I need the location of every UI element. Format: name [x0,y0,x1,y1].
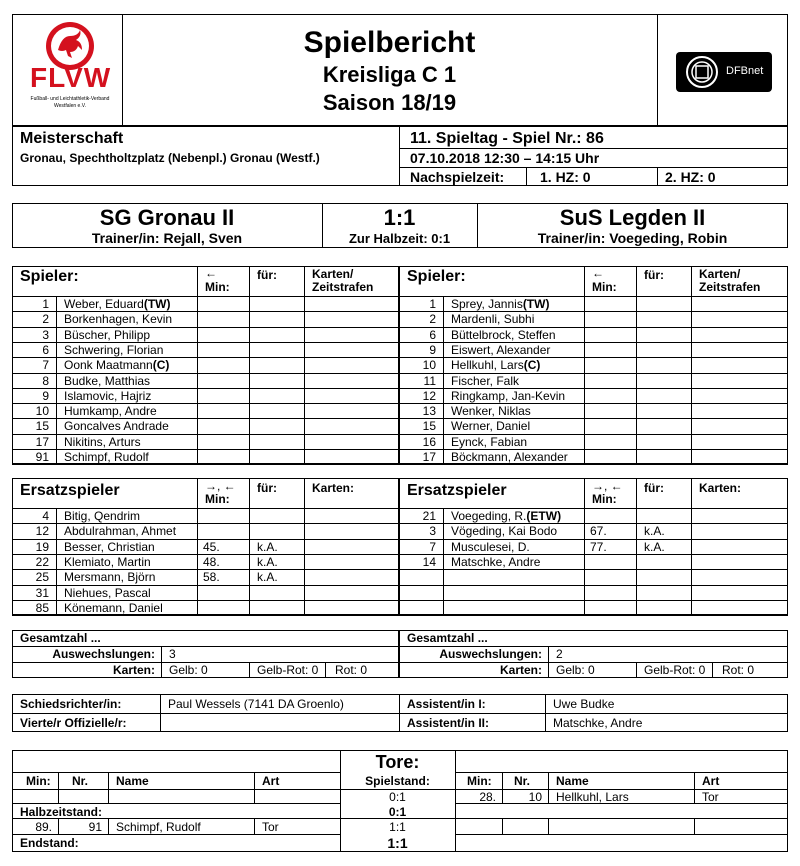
home-sub-for: k.A. [257,554,278,569]
player-name-text: Eynck, Fabian [451,434,528,449]
goals-col-min-away: Min: [467,774,492,788]
player-name-text: Oonk Maatmann [64,358,153,373]
away-totals-heading: Gesamtzahl ... [407,631,488,645]
home-player-number: 9 [42,388,49,403]
page-title: Spielbericht [303,26,476,59]
away-subs-heading: Ersatzspieler [407,482,507,499]
player-name-text: Mardenli, Subhi [451,312,535,327]
home-players-min-header: Min: [205,280,230,294]
goal1-name: Hellkuhl, Lars [556,790,629,804]
goal1-art: Tor [702,790,719,804]
home-player-number: 6 [42,342,49,357]
away-player-name [451,450,568,464]
home-player-number: 8 [42,373,49,388]
goal2-nr: 91 [88,820,102,834]
player-name-text: Nikitins, Arturs [64,434,141,449]
league-name: Kreisliga C 1 [322,62,457,87]
home-sub-number: 31 [35,585,49,600]
home-red-count: Rot: 0 [335,663,368,677]
home-sub-number: 22 [35,554,49,569]
away-player-name [451,389,565,403]
away-players-heading: Spieler: [407,268,466,285]
sub-name-text: Matschke, Andre [451,554,541,569]
assistant2-name: Matschke, Andre [553,716,643,730]
away-subs-count: 2 [556,647,563,661]
nachspielzeit-hz2: 2. HZ: 0 [665,169,716,185]
halbzeitstand-label: Halbzeitstand: [20,805,103,819]
home-sub-name [64,524,176,538]
home-player-number: 2 [42,312,49,327]
away-player-number: 15 [422,419,436,434]
home-out-arrow-icon: ← [205,266,217,280]
home-yellow-count: Gelb: 0 [169,663,208,677]
player-name-text: Schimpf, Rudolf [64,450,149,464]
away-sub-number: 14 [422,554,436,569]
home-subs-cards-header: Karten: [312,481,355,495]
home-team: SG Gronau II [99,205,235,230]
player-name-text: Fischer, Falk [451,373,520,388]
away-player-number: 9 [429,342,436,357]
goals-col-nr-away: Nr. [514,774,531,788]
goals-col-nr-home: Nr. [72,774,89,788]
player-name-text: Borkenhagen, Kevin [64,312,173,327]
player-name-text: Werner, Daniel [451,419,531,434]
away-player-number: 12 [422,388,436,403]
player-name-text: Weber, Eduard [64,297,144,311]
home-yellow-red-count: Gelb-Rot: 0 [257,663,319,677]
home-player-number: 10 [35,404,49,419]
player-name-text: Hellkuhl, Lars [451,358,524,373]
player-name-text: Wenker, Niklas [451,404,531,419]
away-yellow-red-count: Gelb-Rot: 0 [644,663,706,677]
home-sub-number: 25 [35,570,49,585]
home-player-number: 1 [42,297,49,311]
goal2-name: Schimpf, Rudolf [116,820,201,834]
goal2-score: 1:1 [389,820,406,834]
home-swap-arrows-icon: →, ← [205,479,236,493]
away-sub-number: 21 [422,509,436,523]
player-name-text: Ringkamp, Jan-Kevin [451,388,566,403]
home-players-penalties-header: Zeitstrafen [312,280,374,294]
away-player-name [451,358,540,372]
player-name-text: Böckmann, Alexander [451,450,568,464]
away-player-name [451,374,519,388]
away-sub-for: k.A. [644,524,665,539]
away-sub-name [451,509,561,523]
goal1-min: 28. [479,790,496,804]
away-players-for-header: für: [644,268,664,282]
away-team: SuS Legden II [559,205,706,230]
player-name-text: Schwering, Florian [64,342,164,357]
away-subs-for-header: für: [644,481,664,495]
assistant1-label: Assistent/in I: [407,697,486,711]
sub-name-text: Könemann, Daniel [64,600,163,615]
away-sub-minute: 77. [590,539,607,554]
venue: Gronau, Spechtholtzplatz (Nebenpl.) Gronau (Westf.) [20,151,320,165]
home-players-cards-header: Karten/ [312,267,354,281]
sub-role-tag: (ETW) [526,509,562,523]
referee-label: Schiedsrichter/in: [20,697,122,711]
home-sub-for: k.A. [257,539,278,554]
home-sub-name [64,509,140,523]
sub-name-text: Niehues, Pascal [64,585,151,600]
match-datetime: 07.10.2018 12:30 – 14:15 Uhr [410,150,600,166]
home-players-for-header: für: [257,268,277,282]
dfbnet-text: DFBnet [726,65,764,77]
home-player-name [64,358,169,372]
away-player-number: 6 [429,327,436,342]
home-sub-name [64,555,151,569]
home-totals-heading: Gesamtzahl ... [20,631,101,645]
goal2-min: 89. [35,820,52,834]
sub-name-text: Musculesei, D. [451,539,530,554]
away-red-count: Rot: 0 [722,663,755,677]
away-subs-min-header: Min: [592,492,617,506]
sub-name-text: Besser, Christian [64,539,155,554]
home-player-name [64,328,150,342]
player-name-text: Goncalves Andrade [64,419,169,434]
nachspielzeit-label: Nachspielzeit: [410,169,505,185]
dfbnet-logo [676,52,772,92]
home-player-number: 3 [42,327,49,342]
home-coach: Trainer/in: Rejall, Sven [91,230,243,246]
away-sub-minute: 67. [590,524,607,539]
away-player-name [451,404,531,418]
sub-name-text: Mersmann, Björn [64,570,156,585]
goals-col-spielstand: Spielstand: [365,774,430,788]
home-sub-number: 85 [35,600,49,615]
home-subs-min-header: Min: [205,492,230,506]
referee-name: Paul Wessels (7141 DA Groenlo) [168,697,344,711]
away-player-number: 2 [429,312,436,327]
home-player-name [64,419,169,433]
player-name-text: Humkamp, Andre [64,404,157,419]
player-role-tag: (C) [152,358,170,373]
goals-col-art-home: Art [262,774,280,788]
player-role-tag: (TW) [522,297,550,311]
sub-name-text: Bitig, Qendrim [64,509,141,523]
home-sub-name [64,570,155,584]
goals-col-name-away: Name [556,774,589,788]
flvw-sub1: Fußball- und Leichtathletik-Verband [30,96,110,102]
home-cards-label: Karten: [112,663,155,677]
halbzeitstand-value: 0:1 [388,805,407,819]
away-player-number: 16 [422,434,436,449]
home-sub-number: 12 [35,524,49,539]
home-player-name [64,450,149,464]
home-players-heading: Spieler: [20,268,79,285]
away-players-cards-header: Karten/ [699,267,741,281]
away-player-name [451,435,527,449]
sub-name-text: Abdulrahman, Ahmet [64,524,177,539]
home-sub-name [64,540,155,554]
home-subs-count-label: Auswechslungen: [52,647,155,661]
home-player-number: 17 [35,434,49,449]
away-player-name [451,312,534,326]
away-sub-name [451,555,540,569]
player-name-text: Eiswert, Alexander [451,342,551,357]
away-coach: Trainer/in: Voegeding, Robin [537,230,728,246]
goals-col-art-away: Art [702,774,720,788]
endstand-label: Endstand: [20,836,79,850]
home-subs-for-header: für: [257,481,277,495]
home-sub-minute: 58. [203,570,220,585]
goals-title: Tore: [375,752,420,772]
home-sub-minute: 48. [203,554,220,569]
fourth-official-label: Vierte/r Offizielle/r: [20,716,127,730]
home-player-name [64,297,170,311]
home-player-name [64,312,172,326]
endstand-value: 1:1 [387,835,408,851]
away-player-name [451,343,550,357]
player-name-text: Büscher, Philipp [64,327,151,342]
away-players-penalties-header: Zeitstrafen [699,280,761,294]
away-subs-cards-header: Karten: [699,481,742,495]
assistant1-name: Uwe Budke [553,697,615,711]
away-swap-arrows-icon: →, ← [592,479,623,493]
home-sub-minute: 45. [203,539,220,554]
player-name-text: Budke, Matthias [64,373,151,388]
away-player-name [451,297,549,311]
player-role-tag: (C) [523,358,541,373]
home-player-number: 91 [35,450,49,464]
goals-col-name-home: Name [116,774,149,788]
away-player-number: 13 [422,404,436,419]
score: 1:1 [383,205,416,230]
matchday: 11. Spieltag - Spiel Nr.: 86 [410,130,604,147]
away-sub-for: k.A. [644,539,665,554]
player-name-text: Sprey, Jannis [451,297,523,311]
home-player-name [64,374,150,388]
goals-col-min-home: Min: [26,774,51,788]
home-player-name [64,404,157,418]
home-subs-heading: Ersatzspieler [20,482,120,499]
player-name-text: Büttelbrock, Steffen [451,327,556,342]
away-out-arrow-icon: ← [592,266,604,280]
away-subs-count-label: Auswechslungen: [439,647,542,661]
flvw-sub2: Westfalen e.V. [54,103,86,109]
away-sub-number: 3 [429,524,436,539]
home-player-number: 7 [42,358,49,373]
halftime-score: Zur Halbzeit: 0:1 [348,231,451,246]
player-name-text: Islamovic, Hajriz [64,388,152,403]
player-role-tag: (TW) [143,297,171,311]
flvw-text: FLVW [30,62,112,93]
home-sub-name [64,601,163,615]
away-player-number: 11 [423,373,436,388]
sub-name-text: Klemiato, Martin [64,554,151,569]
home-player-number: 15 [35,419,49,434]
home-sub-number: 4 [42,509,49,523]
assistant2-label: Assistent/in II: [407,716,490,730]
away-player-name [451,328,556,342]
away-yellow-count: Gelb: 0 [556,663,595,677]
away-player-number: 10 [422,358,436,373]
home-player-name [64,343,163,357]
sub-name-text: Vögeding, Kai Bodo [451,524,558,539]
sub-name-text: Voegeding, R. [451,509,527,523]
home-sub-number: 19 [35,539,49,554]
away-player-number: 17 [422,450,436,464]
away-cards-label: Karten: [499,663,542,677]
away-players-min-header: Min: [592,280,617,294]
competition: Meisterschaft [20,130,124,147]
goal2-art: Tor [262,820,279,834]
home-subs-count: 3 [169,647,176,661]
home-player-name [64,435,141,449]
away-sub-name [451,524,557,538]
goal1-nr: 10 [528,790,542,804]
away-player-number: 1 [429,297,436,311]
away-sub-number: 7 [429,539,436,554]
season: Saison 18/19 [322,90,457,115]
home-sub-for: k.A. [257,570,278,585]
home-sub-name [64,586,151,600]
nachspielzeit-hz1: 1. HZ: 0 [540,169,591,185]
away-player-name [451,419,530,433]
home-player-name [64,389,151,403]
away-sub-name [451,540,530,554]
goal1-score: 0:1 [389,790,406,804]
